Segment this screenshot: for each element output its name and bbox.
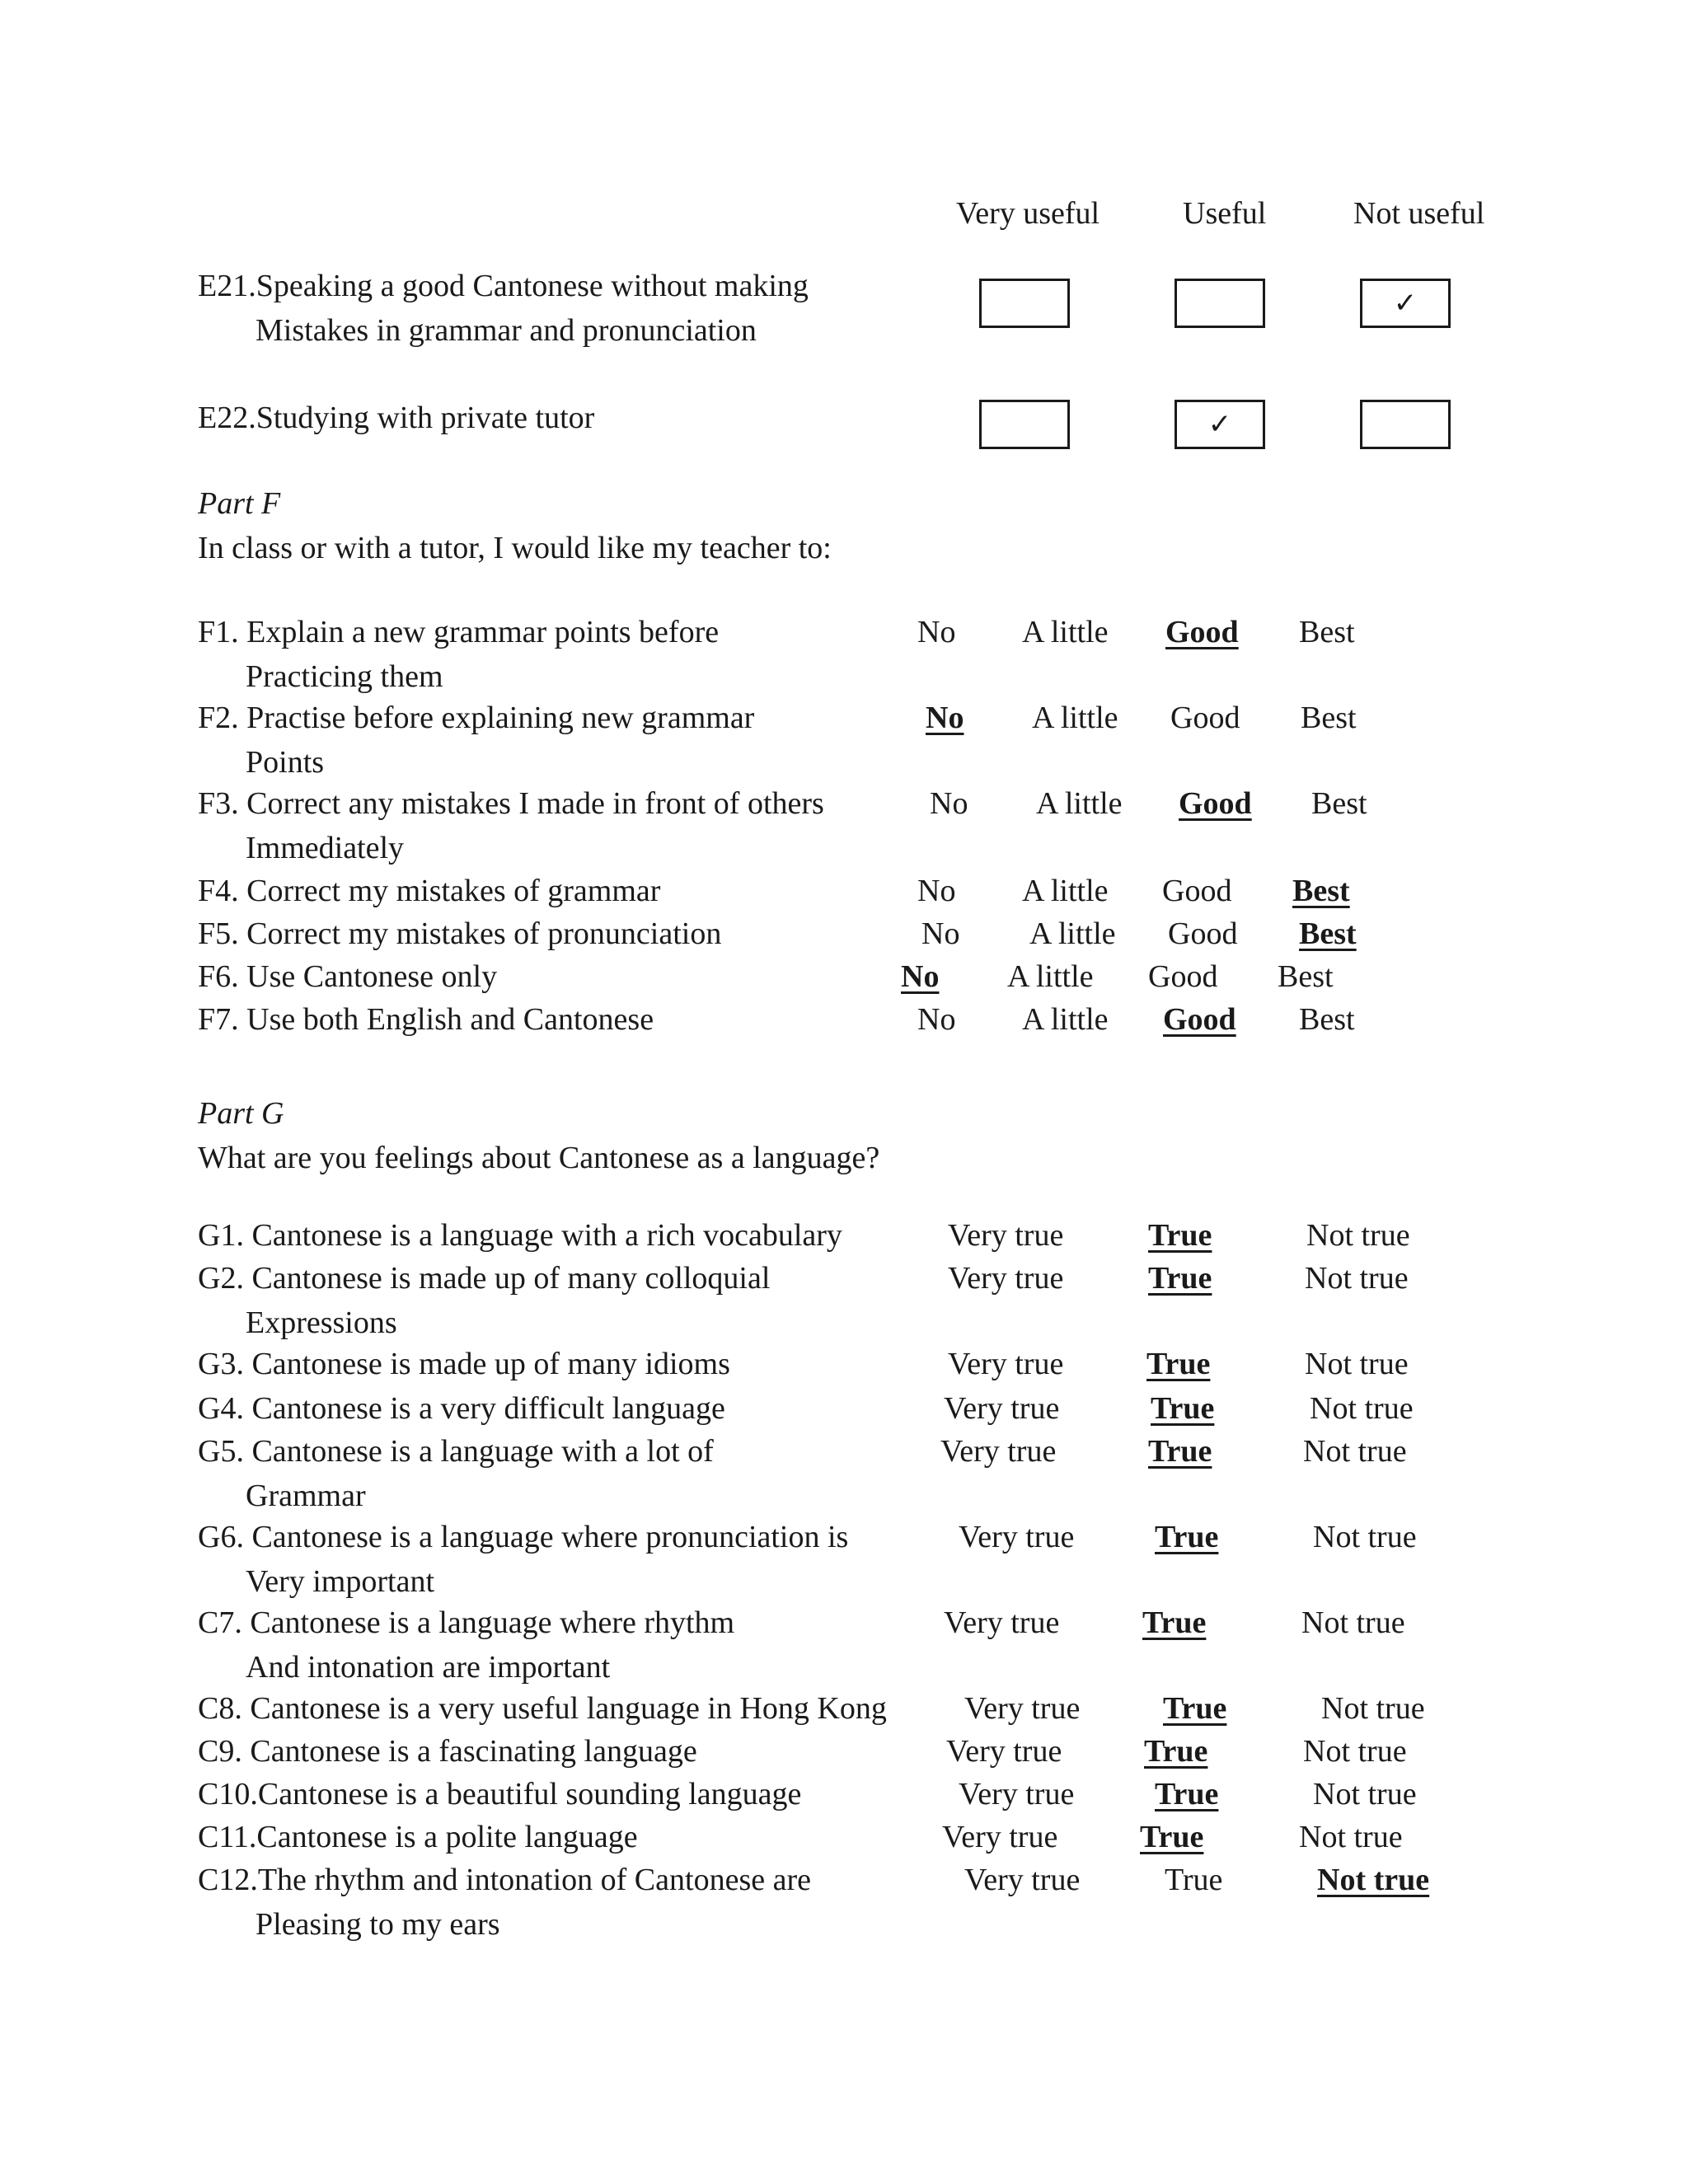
g-option-8-3[interactable]: Not true [1321, 1691, 1425, 1726]
g-option-7-1[interactable]: Very true [944, 1605, 1060, 1640]
g-question-6: G6. Cantonese is a language where pronunciation is [198, 1520, 849, 1554]
g-option-11-1[interactable]: Very true [942, 1820, 1058, 1854]
g-option-12-3[interactable]: Not true [1317, 1863, 1430, 1897]
g-question-9: C9. Cantonese is a fascinating language [198, 1734, 697, 1769]
checkbox-e21-very-useful[interactable] [979, 279, 1070, 328]
col-header-useful: Useful [1183, 196, 1267, 231]
f-option-3-2[interactable]: A little [1036, 786, 1123, 821]
f-option-1-3[interactable]: Good [1165, 615, 1239, 649]
f-option-3-3[interactable]: Good [1179, 786, 1252, 821]
g-option-1-2[interactable]: True [1148, 1218, 1212, 1253]
checkbox-e21-not-useful[interactable] [1360, 279, 1451, 328]
g-option-4-3[interactable]: Not true [1310, 1391, 1414, 1426]
g-question-2: G2. Cantonese is made up of many colloquial [198, 1261, 771, 1296]
checkbox-e22-not-useful[interactable] [1360, 400, 1451, 449]
g-question-5: G5. Cantonese is a language with a lot of [198, 1434, 714, 1469]
f-option-6-2[interactable]: A little [1007, 959, 1094, 994]
g-option-12-1[interactable]: Very true [964, 1863, 1081, 1897]
g-option-7-2[interactable]: True [1142, 1605, 1207, 1640]
g-option-7-3[interactable]: Not true [1301, 1605, 1405, 1640]
g-option-10-3[interactable]: Not true [1313, 1777, 1417, 1811]
f-option-7-4[interactable]: Best [1299, 1002, 1355, 1037]
g-option-6-2[interactable]: True [1155, 1520, 1219, 1554]
g-option-9-3[interactable]: Not true [1303, 1734, 1407, 1769]
col-header-very-useful: Very useful [956, 196, 1100, 231]
f-option-7-1[interactable]: No [917, 1002, 956, 1037]
g-question-4: G4. Cantonese is a very difficult language [198, 1391, 725, 1426]
g-option-6-3[interactable]: Not true [1313, 1520, 1417, 1554]
g-option-10-1[interactable]: Very true [959, 1777, 1075, 1811]
g-question-7-cont: And intonation are important [246, 1650, 611, 1685]
g-option-12-2[interactable]: True [1165, 1863, 1223, 1897]
f-question-5: F5. Correct my mistakes of pronunciation [198, 916, 722, 951]
question-e21-cont: Mistakes in grammar and pronunciation [256, 313, 757, 348]
g-question-1: G1. Cantonese is a language with a rich vocabulary [198, 1218, 842, 1253]
f-option-2-1[interactable]: No [926, 701, 964, 735]
part-g-title: Part G [198, 1096, 284, 1131]
g-option-2-2[interactable]: True [1148, 1261, 1212, 1296]
f-question-4: F4. Correct my mistakes of grammar [198, 874, 661, 908]
f-option-6-1[interactable]: No [901, 959, 940, 994]
g-question-6-cont: Very important [246, 1564, 435, 1599]
g-option-2-3[interactable]: Not true [1305, 1261, 1409, 1296]
g-option-9-2[interactable]: True [1144, 1734, 1208, 1769]
f-option-1-1[interactable]: No [917, 615, 956, 649]
f-option-7-2[interactable]: A little [1022, 1002, 1109, 1037]
part-f-prompt: In class or with a tutor, I would like my teacher to: [198, 531, 832, 565]
question-e22: E22.Studying with private tutor [198, 401, 595, 435]
f-question-6: F6. Use Cantonese only [198, 959, 498, 994]
f-option-5-3[interactable]: Good [1168, 916, 1238, 951]
g-option-6-1[interactable]: Very true [959, 1520, 1075, 1554]
g-option-8-1[interactable]: Very true [964, 1691, 1081, 1726]
checkbox-e22-very-useful[interactable] [979, 400, 1070, 449]
g-option-1-1[interactable]: Very true [948, 1218, 1064, 1253]
f-option-4-1[interactable]: No [917, 874, 956, 908]
f-option-6-3[interactable]: Good [1148, 959, 1218, 994]
f-option-1-2[interactable]: A little [1022, 615, 1109, 649]
f-question-1: F1. Explain a new grammar points before [198, 615, 720, 649]
g-question-12: C12.The rhythm and intonation of Cantonese are [198, 1863, 811, 1897]
f-option-4-3[interactable]: Good [1162, 874, 1232, 908]
f-option-1-4[interactable]: Best [1299, 615, 1355, 649]
g-option-3-2[interactable]: True [1146, 1347, 1211, 1381]
g-option-9-1[interactable]: Very true [946, 1734, 1062, 1769]
check-mark-icon: ✓ [1393, 287, 1418, 320]
f-question-2-cont: Points [246, 745, 325, 780]
f-option-4-2[interactable]: A little [1022, 874, 1109, 908]
check-mark-icon: ✓ [1207, 408, 1232, 441]
g-option-3-3[interactable]: Not true [1305, 1347, 1409, 1381]
part-g-prompt: What are you feelings about Cantonese as a language? [198, 1141, 880, 1175]
checkbox-e21-useful[interactable] [1175, 279, 1265, 328]
f-option-7-3[interactable]: Good [1163, 1002, 1236, 1037]
f-option-5-4[interactable]: Best [1299, 916, 1357, 951]
g-option-3-1[interactable]: Very true [948, 1347, 1064, 1381]
f-option-5-2[interactable]: A little [1029, 916, 1116, 951]
f-option-2-3[interactable]: Good [1170, 701, 1240, 735]
f-option-2-4[interactable]: Best [1301, 701, 1357, 735]
f-option-4-4[interactable]: Best [1292, 874, 1350, 908]
question-e21: E21.Speaking a good Cantonese without making [198, 269, 809, 303]
g-option-11-3[interactable]: Not true [1299, 1820, 1403, 1854]
g-question-3: G3. Cantonese is made up of many idioms [198, 1347, 730, 1381]
part-f-title: Part F [198, 486, 281, 521]
g-option-1-3[interactable]: Not true [1306, 1218, 1410, 1253]
col-header-not-useful: Not useful [1353, 196, 1485, 231]
g-option-5-3[interactable]: Not true [1303, 1434, 1407, 1469]
g-option-4-2[interactable]: True [1151, 1391, 1215, 1426]
g-option-2-1[interactable]: Very true [948, 1261, 1064, 1296]
f-option-5-1[interactable]: No [921, 916, 960, 951]
g-option-10-2[interactable]: True [1155, 1777, 1219, 1811]
g-question-8: C8. Cantonese is a very useful language in Hong Kong [198, 1691, 887, 1726]
f-question-2: F2. Practise before explaining new grammar [198, 701, 755, 735]
g-option-4-1[interactable]: Very true [944, 1391, 1060, 1426]
f-question-3: F3. Correct any mistakes I made in front of others [198, 786, 824, 821]
f-option-3-4[interactable]: Best [1311, 786, 1367, 821]
f-question-1-cont: Practicing them [246, 659, 443, 694]
g-question-7: C7. Cantonese is a language where rhythm [198, 1605, 735, 1640]
f-question-3-cont: Immediately [246, 831, 405, 865]
g-option-5-1[interactable]: Very true [940, 1434, 1057, 1469]
g-question-10: C10.Cantonese is a beautiful sounding language [198, 1777, 802, 1811]
g-question-12-cont: Pleasing to my ears [256, 1907, 500, 1942]
g-option-8-2[interactable]: True [1163, 1691, 1227, 1726]
g-option-11-2[interactable]: True [1140, 1820, 1204, 1854]
g-question-2-cont: Expressions [246, 1305, 397, 1340]
f-option-6-4[interactable]: Best [1278, 959, 1334, 994]
f-option-3-1[interactable]: No [930, 786, 968, 821]
f-question-7: F7. Use both English and Cantonese [198, 1002, 654, 1037]
checkbox-e22-useful[interactable] [1175, 400, 1265, 449]
g-question-11: C11.Cantonese is a polite language [198, 1820, 638, 1854]
g-option-5-2[interactable]: True [1148, 1434, 1212, 1469]
f-option-2-2[interactable]: A little [1032, 701, 1118, 735]
g-question-5-cont: Grammar [246, 1479, 366, 1513]
